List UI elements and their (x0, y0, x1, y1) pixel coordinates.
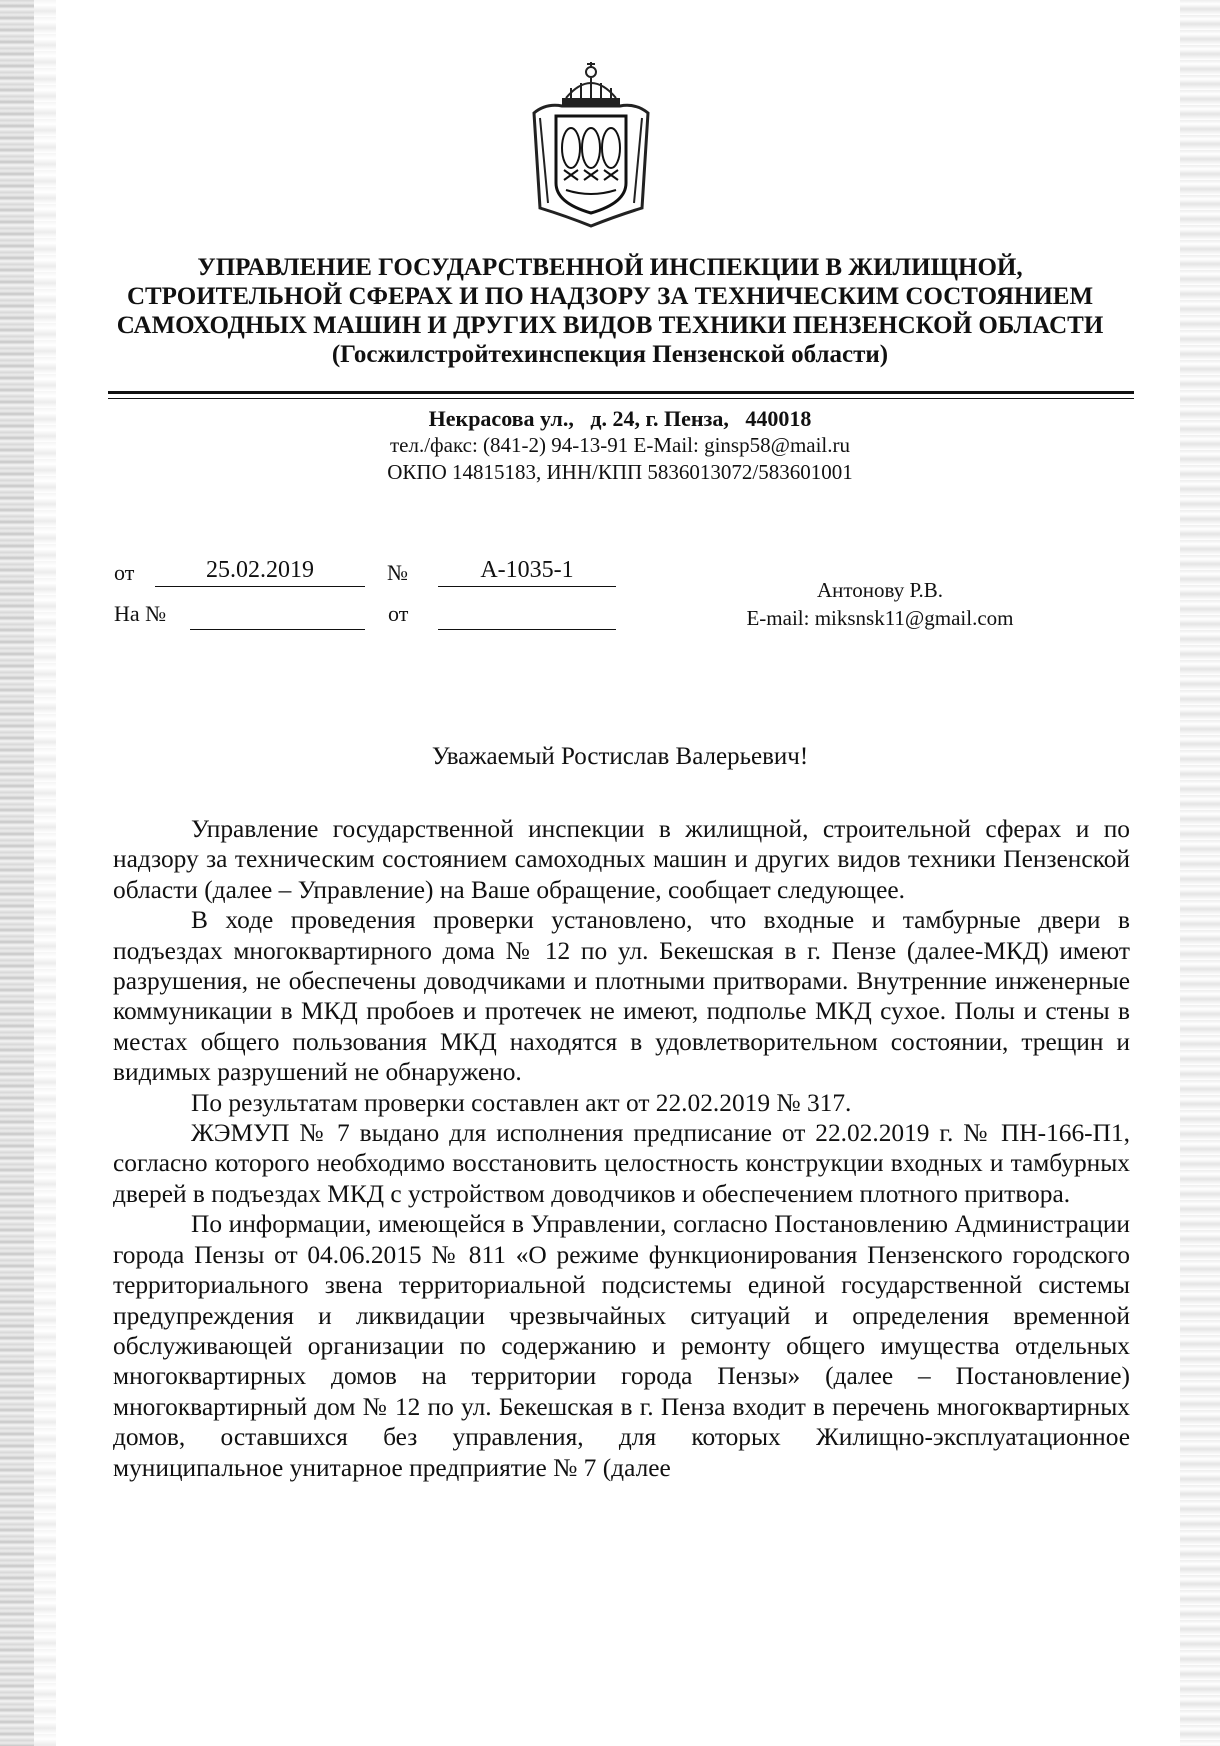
recipient-block (715, 576, 1045, 632)
paragraph-4: ЖЭМУП № 7 выдано для исполнения предписание от 22.02.2019 г. № ПН-166-П1, согласно которого необходимо восстановить целостность конструкции входных и тамбурных дверей в подъездах МКД с устройством доводчиков и обеспечением плотного притвора. (113, 1119, 1130, 1208)
header-divider-thin (108, 398, 1134, 399)
scan-shadow-left-inner (34, 0, 56, 1746)
scan-shadow-right (1180, 0, 1220, 1746)
organization-title-line-2: СТРОИТЕЛЬНОЙ СФЕРАХ И ПО НАДЗОРУ ЗА ТЕХНИЧЕСКИМ СОСТОЯНИЕМ (126, 283, 1094, 310)
document-number: А-1035-1 (480, 557, 574, 583)
reply-date-label: от (388, 601, 409, 626)
paragraph-1: Управление государственной инспекции в жилищной, строительной сферах и по надзору за техническим состоянием самоходных машин и других видов техники Пензенской области (далее – Управление) на Ваше обращение, сообщает следующее. (113, 815, 1130, 904)
letter-body (113, 814, 1130, 1483)
number-label: № (387, 560, 408, 585)
postal-address: Некрасова ул., д. 24, г. Пенза, 440018 (428, 406, 812, 431)
coat-of-arms-icon (526, 58, 656, 228)
recipient-email: E-mail: miksnsk11@gmail.com (746, 606, 1014, 630)
organization-contacts (330, 405, 910, 486)
organization-title (110, 253, 1110, 369)
phone-email: тел./факс: (841-2) 94-13-91 E-Mail: ginsp58@mail.ru (389, 433, 851, 457)
salutation: Уважаемый Ростислав Валерьевич! (431, 743, 809, 770)
paragraph-5: По информации, имеющейся в Управлении, согласно Постановлению Администрации города Пензы от 04.06.2015 № 811 «О режиме функционирования Пензенского городского территориального звена территориальной подсистемы единой государственной системы предупреждения и ликвидации чрезвычайных ситуаций и определения временной обслуживающей организации по содержанию и ремонту общего имущества отдельных многоквартирных домов на территории города Пензы» (далее – Постановление) многоквартирный дом № 12 по ул. Бекешская в г. Пенза входит в перечень многоквартирных домов, оставшихся без управления, для которых Жилищно-эксплуатационное муниципальное унитарное предприятие № 7 (далее (113, 1210, 1130, 1482)
organization-title-line-3: САМОХОДНЫХ МАШИН И ДРУГИХ ВИДОВ ТЕХНИКИ ПЕНЗЕНСКОЙ ОБЛАСТИ (116, 312, 1104, 339)
paragraph-2: В ходе проведения проверки установлено, что входные и тамбурные двери в подъездах многоквартирного дома № 12 по ул. Бекешская в г. Пензе (далее-МКД) имеют разрушения, не обеспечены доводчиками и плотными притворами. Внутренние инженерные коммуникации в МКД пробоев и протечек не имеют, подполье МКД сухое. Полы и стены в местах общего пользования МКД находятся в удовлетворительном состоянии, трещин и видимых разрушений не обнаружено. (113, 906, 1130, 1087)
organization-title-line-1: УПРАВЛЕНИЕ ГОСУДАРСТВЕННОЙ ИНСПЕКЦИИ В ЖИЛИЩНОЙ, (197, 254, 1023, 281)
document-date: 25.02.2019 (206, 557, 314, 583)
paragraph-3: По результатам проверки составлен акт от 22.02.2019 № 317. (191, 1088, 852, 1117)
number-underline (438, 586, 616, 587)
organization-short-name: (Госжилстройтехинспекция Пензенской области) (331, 341, 889, 368)
reply-number-label: На № (114, 601, 167, 626)
reply-number-underline (190, 629, 365, 630)
scan-shadow-left (0, 0, 34, 1746)
date-label: от (114, 560, 135, 585)
reply-date-underline (438, 629, 616, 630)
recipient-name: Антонову Р.В. (816, 578, 944, 602)
header-divider-thick (108, 391, 1134, 394)
registration-codes: ОКПО 14815183, ИНН/КПП 5836013072/583601001 (387, 460, 853, 484)
date-underline (155, 586, 365, 587)
